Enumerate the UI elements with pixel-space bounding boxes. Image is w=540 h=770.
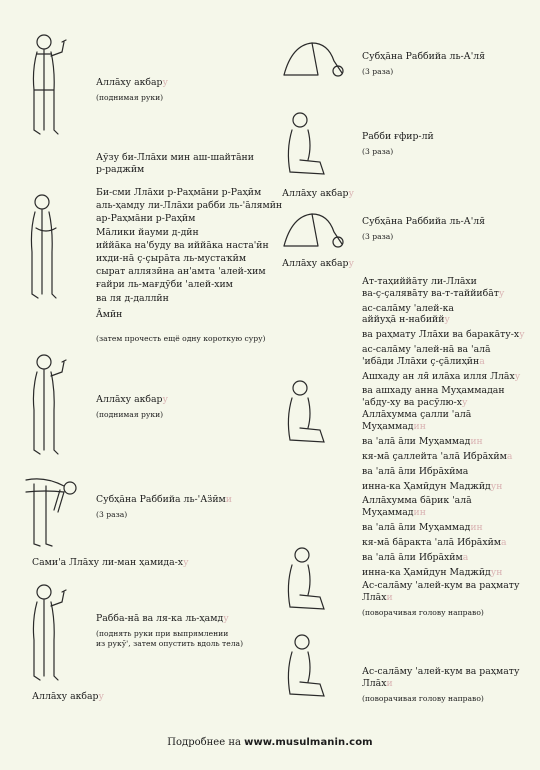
tashahhud: Ат-таҳиййāту ли-Ллāхи ва-ç-çалявāту ва-т-таййибāту ас-салāму 'алей-ка аййуҳā н-набиййу ва раҳмату Ллāхи ва баракāту-ху ас-салāму 'алей-нā ва 'алā 'ибāди Ллāхи ç-çāлиҳӣна Ашхаду ан ля̄ илāха илля Ллāху ва ашхаду анна Муҳаммадан 'абду-ху ва расӯлю-ху bbox=[362, 276, 525, 409]
amin: Āмӣн bbox=[96, 309, 123, 320]
standing-figure-hands-raised-1 bbox=[22, 30, 72, 142]
footer bbox=[0, 737, 540, 748]
sujud-tasbih-1-note: (3 раза) bbox=[362, 67, 394, 76]
sujud-tasbih-2: Субҳāна Раббийа ль-А'ля̄ bbox=[362, 216, 486, 227]
taslim-1-note: (поворачивая голову направо) bbox=[362, 608, 484, 617]
sujud-tasbih-2-note: (3 раза) bbox=[362, 232, 394, 241]
bowing-figure-ruku bbox=[20, 470, 80, 550]
rabbi-ghfir-li: Рабби ғфир-лӣ bbox=[362, 131, 434, 142]
ruku-tasbih-note: (3 раза) bbox=[96, 510, 128, 519]
takbir-1-note: (поднимая руки) bbox=[96, 93, 164, 102]
takbir-2: Аллāху акбару bbox=[96, 394, 168, 405]
istiadha: Аўзу би-Ллāхи мин аш-шайтāни р-раджӣм bbox=[96, 152, 254, 175]
short-sura-note: (затем прочесть ещё одну короткую суру) bbox=[96, 334, 266, 343]
sujud-tasbih-1: Субҳāна Раббийа ль-А'ля̄ bbox=[362, 51, 486, 62]
tahmid: Рабба-нā ва ля-ка ль-ҳамду bbox=[96, 613, 229, 624]
taslim-1: Ас-салāму 'алей-кум ва раҳмату Ллāхи bbox=[362, 580, 520, 603]
takbir-1: Аллāху акбару bbox=[96, 77, 168, 88]
sitting-figure-tashahhud bbox=[280, 378, 330, 448]
fatiha: Би-сми Ллāхи р-Раҳмāни р-Раҳӣм аль-ҳамду ли-Ллāхи рабби ль-'āлямӣн ар-Раҳмāни р-Раҳӣм Мāлики йауми д-дӣн иййāка на'буду ва иййāка наста'ӣн ихди-нā ç-çырāта ль-мустаҡӣм сырат аллязӣна ан'амта 'алей-хим ғайри ль-мағдӯби 'алей-хим ва ля д-даллӣн bbox=[96, 187, 283, 304]
sitting-figure-salam-1 bbox=[280, 545, 330, 615]
footer-site-link[interactable]: www.musulmanin.com bbox=[244, 737, 373, 748]
prostrating-figure-sujud-1 bbox=[278, 35, 348, 80]
tahmid-note: (поднять руки при выпрямлении из рукӯ', затем опустить вдоль тела) bbox=[96, 629, 244, 648]
taslim-2: Ас-салāму 'алей-кум ва раҳмату Ллāхи bbox=[362, 666, 520, 689]
standing-figure-hands-raised-3 bbox=[22, 580, 72, 685]
standing-figure-qiyam bbox=[22, 190, 72, 305]
sitting-figure-salam-2 bbox=[280, 632, 330, 702]
takbir-3: Аллāху акбару bbox=[32, 691, 104, 702]
takbir-right-1: Аллāху акбару bbox=[282, 188, 354, 199]
sitting-figure-1 bbox=[280, 110, 330, 180]
taslim-2-note: (поворачивая голову направо) bbox=[362, 694, 484, 703]
salawat: Аллāхумма çалли 'алā Муҳаммадин ва 'алā āли Муҳаммадин кя-мā çаллейта 'алā Ибрāхӣма ва 'алā āли Ибрāхӣма инна-ка Ҳамӣдун Маджӣдун Аллāхумма бāрик 'алā Муҳаммадин ва 'алā āли Муҳаммадин кя-мā бāракта 'алā Ибрāхӣма ва 'алā āли Ибрāхӣма инна-ка Ҳамӣдун Маджӣдун bbox=[362, 409, 513, 578]
rabbi-ghfir-li-note: (3 раза) bbox=[362, 147, 394, 156]
tasmi: Сами'а Ллāху ли-ман ҳамида-ху bbox=[32, 557, 189, 568]
prostrating-figure-sujud-2 bbox=[278, 206, 348, 251]
takbir-2-note: (поднимая руки) bbox=[96, 410, 164, 419]
ruku-tasbih: Субҳāна Раббийа ль-'Аӟӣми bbox=[96, 494, 232, 505]
standing-figure-hands-raised-2 bbox=[22, 350, 72, 462]
footer-prefix: Подробнее на bbox=[167, 737, 245, 748]
takbir-right-2: Аллāху акбару bbox=[282, 258, 354, 269]
